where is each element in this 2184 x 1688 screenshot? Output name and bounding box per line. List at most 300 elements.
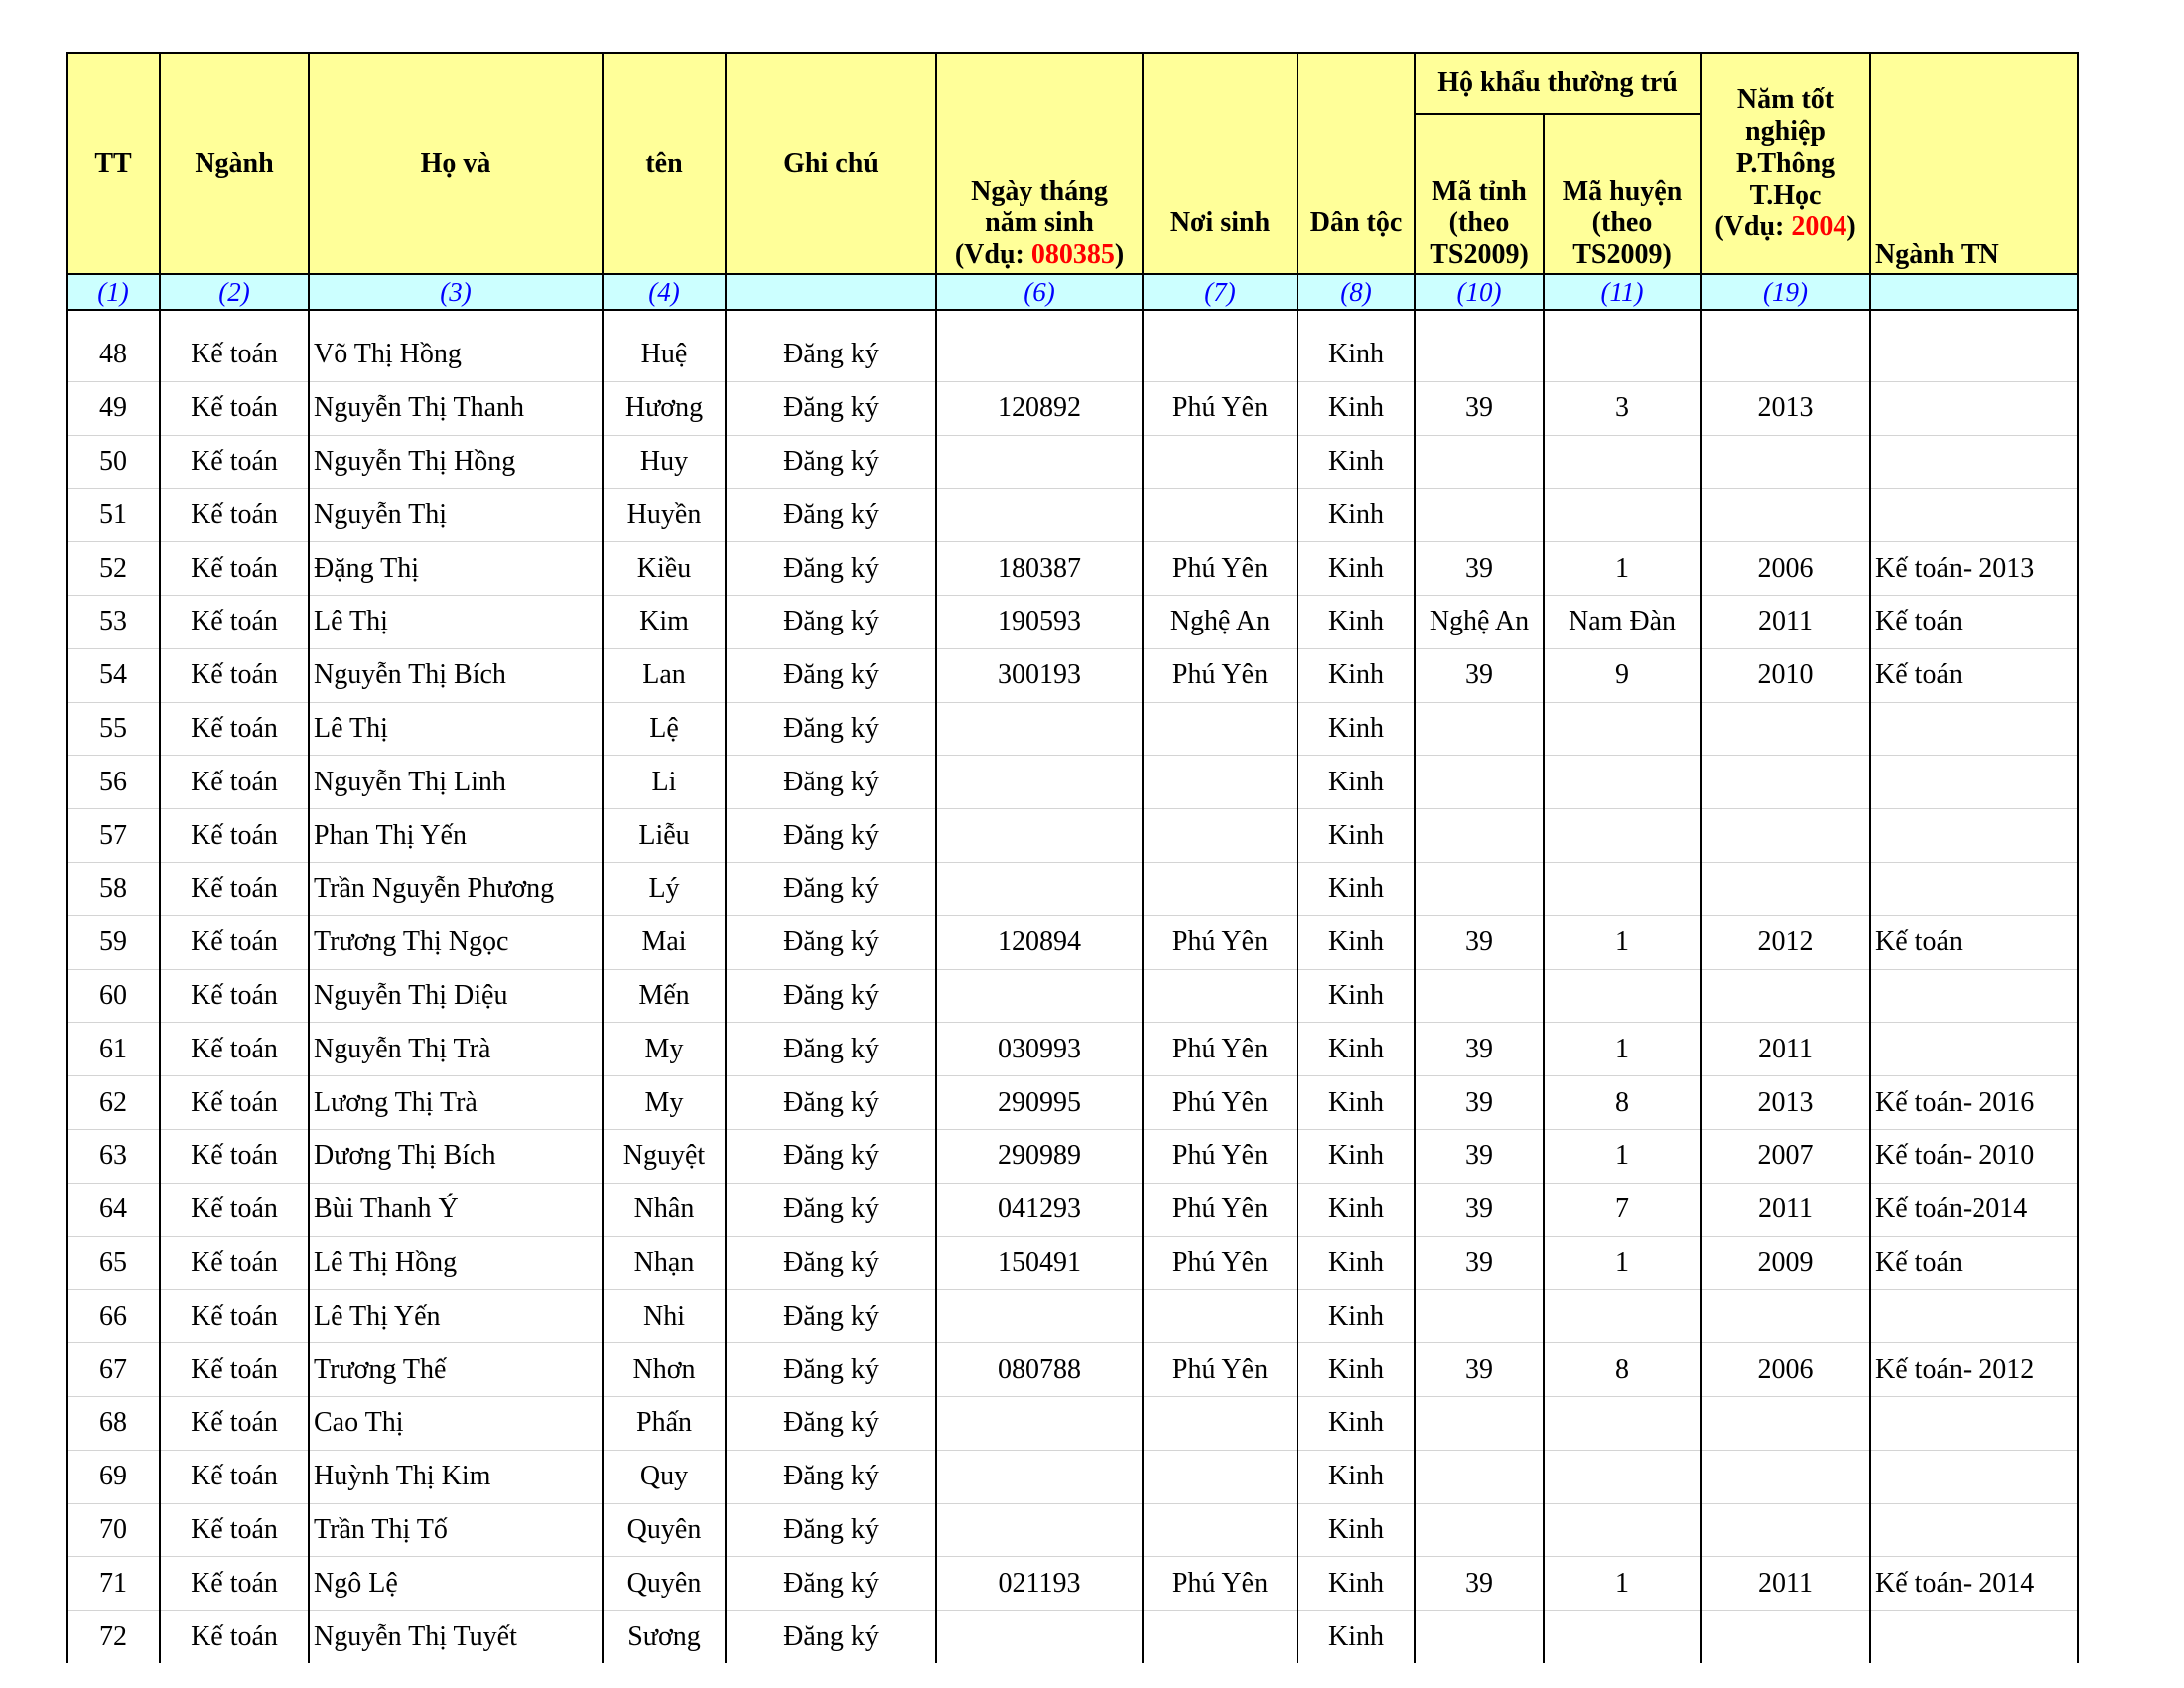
col-header-dan-toc[interactable]: Dân tộc — [1297, 53, 1415, 274]
cell-noi-sinh[interactable] — [1143, 1290, 1297, 1343]
cell-ghi-chu[interactable]: Đăng ký — [726, 1396, 936, 1450]
cell-dan-toc[interactable]: Kinh — [1297, 969, 1415, 1023]
cell-noi-sinh[interactable]: Phú Yên — [1143, 1236, 1297, 1290]
cell-nganh[interactable]: Kế toán — [160, 1236, 309, 1290]
cell-ma-tinh[interactable] — [1415, 435, 1544, 489]
cell-ghi-chu[interactable]: Đăng ký — [726, 648, 936, 702]
cell-dan-toc[interactable]: Kinh — [1297, 1396, 1415, 1450]
cell-nam-tot-nghiep[interactable]: 2009 — [1701, 1236, 1870, 1290]
cell-ghi-chu[interactable]: Đăng ký — [726, 1503, 936, 1557]
cell-ngay-sinh[interactable]: 190593 — [936, 595, 1143, 648]
cell-noi-sinh[interactable] — [1143, 702, 1297, 756]
cell-ngay-sinh[interactable]: 041293 — [936, 1183, 1143, 1236]
cell-ma-tinh[interactable] — [1415, 1290, 1544, 1343]
col-header-ghi-chu[interactable]: Ghi chú — [726, 53, 936, 274]
cell-ho-va[interactable]: Phan Thị Yến — [309, 809, 603, 863]
cell-ngay-sinh[interactable] — [936, 1450, 1143, 1503]
cell-ho-va[interactable]: Lê Thị — [309, 595, 603, 648]
cell-noi-sinh[interactable]: Phú Yên — [1143, 1557, 1297, 1611]
cell-ngay-sinh[interactable] — [936, 1396, 1143, 1450]
cell-ho-va[interactable]: Lê Thị Yến — [309, 1290, 603, 1343]
cell-ngay-sinh[interactable] — [936, 702, 1143, 756]
cell-ghi-chu[interactable]: Đăng ký — [726, 381, 936, 435]
cell-ten[interactable]: Huệ — [603, 310, 726, 381]
column-number-cell[interactable]: (3) — [309, 274, 603, 310]
cell-ngay-sinh[interactable]: 180387 — [936, 542, 1143, 596]
cell-tt[interactable]: 71 — [67, 1557, 160, 1611]
cell-tt[interactable]: 51 — [67, 489, 160, 542]
cell-ghi-chu[interactable]: Đăng ký — [726, 1236, 936, 1290]
cell-tt[interactable]: 62 — [67, 1076, 160, 1130]
column-number-cell[interactable]: (4) — [603, 274, 726, 310]
cell-ma-tinh[interactable]: 39 — [1415, 1236, 1544, 1290]
cell-ma-huyen[interactable]: 1 — [1544, 1129, 1701, 1183]
cell-noi-sinh[interactable] — [1143, 489, 1297, 542]
cell-ngay-sinh[interactable]: 080788 — [936, 1343, 1143, 1397]
cell-nganh[interactable]: Kế toán — [160, 809, 309, 863]
cell-ten[interactable]: Nhạn — [603, 1236, 726, 1290]
cell-ma-tinh[interactable]: 39 — [1415, 1129, 1544, 1183]
cell-ho-va[interactable]: Dương Thị Bích — [309, 1129, 603, 1183]
cell-ma-tinh[interactable] — [1415, 862, 1544, 915]
cell-ghi-chu[interactable]: Đăng ký — [726, 1611, 936, 1663]
cell-nam-tot-nghiep[interactable] — [1701, 702, 1870, 756]
cell-ghi-chu[interactable]: Đăng ký — [726, 809, 936, 863]
cell-tt[interactable]: 67 — [67, 1343, 160, 1397]
col-header-noi-sinh[interactable]: Nơi sinh — [1143, 53, 1297, 274]
cell-nganh[interactable]: Kế toán — [160, 1396, 309, 1450]
cell-ten[interactable]: My — [603, 1023, 726, 1076]
cell-nam-tot-nghiep[interactable] — [1701, 1450, 1870, 1503]
cell-tt[interactable]: 57 — [67, 809, 160, 863]
cell-dan-toc[interactable]: Kinh — [1297, 915, 1415, 969]
cell-ho-va[interactable]: Huỳnh Thị Kim — [309, 1450, 603, 1503]
cell-nganh[interactable]: Kế toán — [160, 1023, 309, 1076]
cell-nganh-tn[interactable]: Kế toán- 2012 — [1870, 1343, 2078, 1397]
cell-tt[interactable]: 53 — [67, 595, 160, 648]
cell-dan-toc[interactable]: Kinh — [1297, 310, 1415, 381]
cell-ngay-sinh[interactable]: 030993 — [936, 1023, 1143, 1076]
cell-ghi-chu[interactable]: Đăng ký — [726, 1129, 936, 1183]
cell-nam-tot-nghiep[interactable]: 2006 — [1701, 1343, 1870, 1397]
cell-dan-toc[interactable]: Kinh — [1297, 1450, 1415, 1503]
cell-nganh-tn[interactable] — [1870, 489, 2078, 542]
cell-ghi-chu[interactable]: Đăng ký — [726, 595, 936, 648]
cell-nganh[interactable]: Kế toán — [160, 1129, 309, 1183]
cell-ma-tinh[interactable]: 39 — [1415, 1557, 1544, 1611]
cell-tt[interactable]: 56 — [67, 756, 160, 809]
cell-ma-tinh[interactable] — [1415, 969, 1544, 1023]
cell-noi-sinh[interactable] — [1143, 435, 1297, 489]
cell-dan-toc[interactable]: Kinh — [1297, 1557, 1415, 1611]
cell-ghi-chu[interactable]: Đăng ký — [726, 1183, 936, 1236]
column-number-cell[interactable]: (10) — [1415, 274, 1544, 310]
cell-ngay-sinh[interactable] — [936, 756, 1143, 809]
cell-ghi-chu[interactable]: Đăng ký — [726, 310, 936, 381]
cell-nganh-tn[interactable] — [1870, 1290, 2078, 1343]
cell-noi-sinh[interactable] — [1143, 1450, 1297, 1503]
cell-ma-tinh[interactable] — [1415, 489, 1544, 542]
cell-ghi-chu[interactable]: Đăng ký — [726, 1450, 936, 1503]
cell-ngay-sinh[interactable]: 300193 — [936, 648, 1143, 702]
cell-dan-toc[interactable]: Kinh — [1297, 809, 1415, 863]
cell-noi-sinh[interactable]: Phú Yên — [1143, 1076, 1297, 1130]
col-header-ma-huyen[interactable] — [1544, 114, 1701, 274]
cell-nganh-tn[interactable] — [1870, 1503, 2078, 1557]
cell-ten[interactable]: Mến — [603, 969, 726, 1023]
cell-tt[interactable]: 70 — [67, 1503, 160, 1557]
col-header-ho-va[interactable]: Họ và — [309, 53, 603, 274]
cell-nganh-tn[interactable]: Kế toán- 2010 — [1870, 1129, 2078, 1183]
cell-noi-sinh[interactable] — [1143, 969, 1297, 1023]
cell-ghi-chu[interactable]: Đăng ký — [726, 969, 936, 1023]
col-header-tt[interactable]: TT — [67, 53, 160, 274]
cell-ho-va[interactable]: Trần Thị Tố — [309, 1503, 603, 1557]
cell-nganh[interactable]: Kế toán — [160, 1557, 309, 1611]
cell-ho-va[interactable]: Nguyễn Thị Trà — [309, 1023, 603, 1076]
col-header-nganh[interactable]: Ngành — [160, 53, 309, 274]
cell-ten[interactable]: Quyên — [603, 1557, 726, 1611]
col-header-nam-tot-nghiep[interactable] — [1701, 53, 1870, 274]
cell-ma-huyen[interactable] — [1544, 969, 1701, 1023]
cell-ghi-chu[interactable]: Đăng ký — [726, 1290, 936, 1343]
cell-nganh[interactable]: Kế toán — [160, 435, 309, 489]
cell-nganh[interactable]: Kế toán — [160, 702, 309, 756]
cell-ngay-sinh[interactable]: 120892 — [936, 381, 1143, 435]
cell-nganh-tn[interactable]: Kế toán- 2014 — [1870, 1557, 2078, 1611]
cell-nganh[interactable]: Kế toán — [160, 1450, 309, 1503]
col-header-ho-khau[interactable]: Hộ khẩu thường trú — [1415, 53, 1701, 114]
column-number-cell[interactable]: (2) — [160, 274, 309, 310]
column-number-cell[interactable]: (19) — [1701, 274, 1870, 310]
cell-nganh-tn[interactable] — [1870, 756, 2078, 809]
cell-dan-toc[interactable]: Kinh — [1297, 1023, 1415, 1076]
cell-ngay-sinh[interactable] — [936, 862, 1143, 915]
cell-ngay-sinh[interactable] — [936, 1611, 1143, 1663]
cell-nam-tot-nghiep[interactable]: 2012 — [1701, 915, 1870, 969]
cell-tt[interactable]: 55 — [67, 702, 160, 756]
column-number-cell[interactable]: (1) — [67, 274, 160, 310]
cell-ho-va[interactable]: Võ Thị Hồng — [309, 310, 603, 381]
cell-noi-sinh[interactable]: Phú Yên — [1143, 1183, 1297, 1236]
cell-nam-tot-nghiep[interactable] — [1701, 969, 1870, 1023]
cell-ten[interactable]: Nhơn — [603, 1343, 726, 1397]
cell-noi-sinh[interactable]: Phú Yên — [1143, 1343, 1297, 1397]
cell-dan-toc[interactable]: Kinh — [1297, 862, 1415, 915]
cell-ghi-chu[interactable]: Đăng ký — [726, 756, 936, 809]
cell-tt[interactable]: 63 — [67, 1129, 160, 1183]
cell-ma-huyen[interactable]: 1 — [1544, 1236, 1701, 1290]
cell-ten[interactable]: Nhân — [603, 1183, 726, 1236]
col-header-ngay-sinh[interactable] — [936, 53, 1143, 274]
cell-ma-tinh[interactable] — [1415, 1611, 1544, 1663]
cell-noi-sinh[interactable]: Phú Yên — [1143, 915, 1297, 969]
cell-tt[interactable]: 65 — [67, 1236, 160, 1290]
cell-ma-huyen[interactable] — [1544, 702, 1701, 756]
cell-ma-huyen[interactable]: 1 — [1544, 915, 1701, 969]
cell-ma-tinh[interactable] — [1415, 1450, 1544, 1503]
cell-dan-toc[interactable]: Kinh — [1297, 435, 1415, 489]
cell-tt[interactable]: 64 — [67, 1183, 160, 1236]
cell-ngay-sinh[interactable] — [936, 1290, 1143, 1343]
cell-nam-tot-nghiep[interactable]: 2006 — [1701, 542, 1870, 596]
cell-nam-tot-nghiep[interactable] — [1701, 1611, 1870, 1663]
cell-nganh[interactable]: Kế toán — [160, 1183, 309, 1236]
cell-dan-toc[interactable]: Kinh — [1297, 1129, 1415, 1183]
cell-ho-va[interactable]: Lương Thị Trà — [309, 1076, 603, 1130]
cell-ten[interactable]: Lệ — [603, 702, 726, 756]
cell-nganh[interactable]: Kế toán — [160, 1343, 309, 1397]
cell-ho-va[interactable]: Trương Thị Ngọc — [309, 915, 603, 969]
cell-ho-va[interactable]: Nguyễn Thị Linh — [309, 756, 603, 809]
cell-ghi-chu[interactable]: Đăng ký — [726, 489, 936, 542]
cell-tt[interactable]: 54 — [67, 648, 160, 702]
cell-ghi-chu[interactable]: Đăng ký — [726, 1076, 936, 1130]
cell-ngay-sinh[interactable]: 150491 — [936, 1236, 1143, 1290]
cell-ngay-sinh[interactable]: 021193 — [936, 1557, 1143, 1611]
cell-nam-tot-nghiep[interactable]: 2010 — [1701, 648, 1870, 702]
cell-ho-va[interactable]: Lê Thị — [309, 702, 603, 756]
cell-ma-huyen[interactable]: 8 — [1544, 1076, 1701, 1130]
cell-noi-sinh[interactable] — [1143, 756, 1297, 809]
column-number-cell[interactable] — [726, 274, 936, 310]
cell-ho-va[interactable]: Nguyễn Thị Hồng — [309, 435, 603, 489]
cell-ten[interactable]: Mai — [603, 915, 726, 969]
cell-ho-va[interactable]: Bùi Thanh Ý — [309, 1183, 603, 1236]
cell-nganh-tn[interactable] — [1870, 1611, 2078, 1663]
cell-ma-huyen[interactable] — [1544, 809, 1701, 863]
cell-nam-tot-nghiep[interactable] — [1701, 862, 1870, 915]
cell-nganh-tn[interactable]: Kế toán — [1870, 1236, 2078, 1290]
cell-noi-sinh[interactable]: Nghệ An — [1143, 595, 1297, 648]
cell-dan-toc[interactable]: Kinh — [1297, 1183, 1415, 1236]
cell-ngay-sinh[interactable]: 290995 — [936, 1076, 1143, 1130]
cell-noi-sinh[interactable] — [1143, 310, 1297, 381]
cell-tt[interactable]: 68 — [67, 1396, 160, 1450]
cell-ho-va[interactable]: Ngô Lệ — [309, 1557, 603, 1611]
cell-nam-tot-nghiep[interactable]: 2011 — [1701, 1557, 1870, 1611]
cell-ma-huyen[interactable]: 1 — [1544, 542, 1701, 596]
cell-tt[interactable]: 49 — [67, 381, 160, 435]
cell-dan-toc[interactable]: Kinh — [1297, 1343, 1415, 1397]
cell-nam-tot-nghiep[interactable]: 2013 — [1701, 1076, 1870, 1130]
cell-nam-tot-nghiep[interactable] — [1701, 809, 1870, 863]
cell-ma-huyen[interactable]: Nam Đàn — [1544, 595, 1701, 648]
cell-ma-tinh[interactable] — [1415, 809, 1544, 863]
cell-nam-tot-nghiep[interactable]: 2011 — [1701, 1183, 1870, 1236]
cell-ngay-sinh[interactable] — [936, 809, 1143, 863]
cell-nganh[interactable]: Kế toán — [160, 310, 309, 381]
cell-ma-tinh[interactable]: Nghệ An — [1415, 595, 1544, 648]
cell-nganh-tn[interactable]: Kế toán — [1870, 915, 2078, 969]
cell-noi-sinh[interactable]: Phú Yên — [1143, 1129, 1297, 1183]
cell-noi-sinh[interactable]: Phú Yên — [1143, 542, 1297, 596]
cell-nganh[interactable]: Kế toán — [160, 1503, 309, 1557]
cell-ten[interactable]: My — [603, 1076, 726, 1130]
cell-dan-toc[interactable]: Kinh — [1297, 381, 1415, 435]
cell-ngay-sinh[interactable]: 120894 — [936, 915, 1143, 969]
cell-nam-tot-nghiep[interactable] — [1701, 1503, 1870, 1557]
cell-ghi-chu[interactable]: Đăng ký — [726, 1343, 936, 1397]
cell-nam-tot-nghiep[interactable]: 2011 — [1701, 1023, 1870, 1076]
cell-ma-huyen[interactable] — [1544, 1611, 1701, 1663]
cell-ma-huyen[interactable]: 1 — [1544, 1557, 1701, 1611]
cell-ngay-sinh[interactable] — [936, 489, 1143, 542]
cell-nganh-tn[interactable] — [1870, 809, 2078, 863]
cell-noi-sinh[interactable]: Phú Yên — [1143, 648, 1297, 702]
cell-tt[interactable]: 69 — [67, 1450, 160, 1503]
cell-ho-va[interactable]: Nguyễn Thị Tuyết — [309, 1611, 603, 1663]
cell-nganh[interactable]: Kế toán — [160, 489, 309, 542]
cell-nganh[interactable]: Kế toán — [160, 381, 309, 435]
cell-nam-tot-nghiep[interactable] — [1701, 310, 1870, 381]
cell-ma-tinh[interactable]: 39 — [1415, 1343, 1544, 1397]
cell-nganh-tn[interactable] — [1870, 969, 2078, 1023]
col-header-ten[interactable]: tên — [603, 53, 726, 274]
column-number-cell[interactable]: (6) — [936, 274, 1143, 310]
cell-dan-toc[interactable]: Kinh — [1297, 542, 1415, 596]
cell-ten[interactable]: Li — [603, 756, 726, 809]
cell-nganh-tn[interactable] — [1870, 435, 2078, 489]
cell-dan-toc[interactable]: Kinh — [1297, 1076, 1415, 1130]
col-header-nganh-tn[interactable]: Ngành TN — [1870, 53, 2078, 274]
cell-ten[interactable]: Sương — [603, 1611, 726, 1663]
cell-ten[interactable]: Phấn — [603, 1396, 726, 1450]
cell-ma-tinh[interactable]: 39 — [1415, 915, 1544, 969]
cell-ma-huyen[interactable] — [1544, 1396, 1701, 1450]
cell-tt[interactable]: 58 — [67, 862, 160, 915]
cell-dan-toc[interactable]: Kinh — [1297, 489, 1415, 542]
cell-ma-tinh[interactable] — [1415, 1503, 1544, 1557]
cell-ten[interactable]: Hương — [603, 381, 726, 435]
cell-nganh[interactable]: Kế toán — [160, 915, 309, 969]
cell-ma-tinh[interactable]: 39 — [1415, 1023, 1544, 1076]
cell-ghi-chu[interactable]: Đăng ký — [726, 862, 936, 915]
cell-noi-sinh[interactable] — [1143, 862, 1297, 915]
cell-nganh-tn[interactable] — [1870, 862, 2078, 915]
cell-ma-huyen[interactable] — [1544, 489, 1701, 542]
cell-nganh[interactable]: Kế toán — [160, 969, 309, 1023]
cell-ho-va[interactable]: Trần Nguyễn Phương — [309, 862, 603, 915]
cell-ma-tinh[interactable] — [1415, 756, 1544, 809]
cell-ten[interactable]: Quy — [603, 1450, 726, 1503]
column-number-cell[interactable]: (7) — [1143, 274, 1297, 310]
cell-ghi-chu[interactable]: Đăng ký — [726, 1557, 936, 1611]
cell-ngay-sinh[interactable] — [936, 1503, 1143, 1557]
cell-nganh[interactable]: Kế toán — [160, 648, 309, 702]
cell-dan-toc[interactable]: Kinh — [1297, 756, 1415, 809]
cell-ghi-chu[interactable]: Đăng ký — [726, 542, 936, 596]
cell-nganh-tn[interactable]: Kế toán — [1870, 595, 2078, 648]
cell-nganh-tn[interactable]: Kế toán- 2016 — [1870, 1076, 2078, 1130]
cell-dan-toc[interactable]: Kinh — [1297, 1503, 1415, 1557]
cell-nam-tot-nghiep[interactable] — [1701, 1396, 1870, 1450]
cell-noi-sinh[interactable]: Phú Yên — [1143, 1023, 1297, 1076]
cell-ho-va[interactable]: Trương Thế — [309, 1343, 603, 1397]
cell-tt[interactable]: 60 — [67, 969, 160, 1023]
cell-tt[interactable]: 48 — [67, 310, 160, 381]
column-number-cell[interactable]: (11) — [1544, 274, 1701, 310]
cell-ma-huyen[interactable]: 9 — [1544, 648, 1701, 702]
cell-noi-sinh[interactable] — [1143, 1611, 1297, 1663]
cell-nganh[interactable]: Kế toán — [160, 1611, 309, 1663]
cell-noi-sinh[interactable] — [1143, 1396, 1297, 1450]
cell-ma-huyen[interactable] — [1544, 435, 1701, 489]
cell-ma-tinh[interactable]: 39 — [1415, 381, 1544, 435]
cell-ma-huyen[interactable] — [1544, 310, 1701, 381]
cell-ho-va[interactable]: Nguyễn Thị Diệu — [309, 969, 603, 1023]
cell-nam-tot-nghiep[interactable]: 2011 — [1701, 595, 1870, 648]
cell-ma-tinh[interactable]: 39 — [1415, 648, 1544, 702]
cell-nganh-tn[interactable] — [1870, 1450, 2078, 1503]
cell-noi-sinh[interactable] — [1143, 1503, 1297, 1557]
cell-ma-huyen[interactable] — [1544, 1450, 1701, 1503]
cell-nganh[interactable]: Kế toán — [160, 756, 309, 809]
cell-nganh-tn[interactable] — [1870, 1396, 2078, 1450]
cell-nganh-tn[interactable]: Kế toán — [1870, 648, 2078, 702]
col-header-ma-tinh[interactable] — [1415, 114, 1544, 274]
cell-nganh-tn[interactable]: Kế toán- 2013 — [1870, 542, 2078, 596]
cell-ghi-chu[interactable]: Đăng ký — [726, 915, 936, 969]
cell-ma-tinh[interactable] — [1415, 310, 1544, 381]
cell-ma-huyen[interactable] — [1544, 1290, 1701, 1343]
cell-nganh-tn[interactable] — [1870, 1023, 2078, 1076]
cell-ma-huyen[interactable] — [1544, 862, 1701, 915]
cell-ma-huyen[interactable] — [1544, 756, 1701, 809]
cell-nganh-tn[interactable] — [1870, 702, 2078, 756]
cell-dan-toc[interactable]: Kinh — [1297, 1611, 1415, 1663]
cell-ma-huyen[interactable]: 1 — [1544, 1023, 1701, 1076]
cell-ma-huyen[interactable]: 7 — [1544, 1183, 1701, 1236]
cell-ten[interactable]: Nhi — [603, 1290, 726, 1343]
cell-noi-sinh[interactable] — [1143, 809, 1297, 863]
column-number-cell[interactable] — [1870, 274, 2078, 310]
cell-dan-toc[interactable]: Kinh — [1297, 648, 1415, 702]
cell-ho-va[interactable]: Đặng Thị — [309, 542, 603, 596]
cell-nganh[interactable]: Kế toán — [160, 542, 309, 596]
cell-nam-tot-nghiep[interactable] — [1701, 489, 1870, 542]
cell-ho-va[interactable]: Cao Thị — [309, 1396, 603, 1450]
cell-nam-tot-nghiep[interactable] — [1701, 1290, 1870, 1343]
cell-dan-toc[interactable]: Kinh — [1297, 702, 1415, 756]
cell-nam-tot-nghiep[interactable]: 2013 — [1701, 381, 1870, 435]
cell-ngay-sinh[interactable] — [936, 310, 1143, 381]
cell-ten[interactable]: Kim — [603, 595, 726, 648]
cell-nam-tot-nghiep[interactable]: 2007 — [1701, 1129, 1870, 1183]
cell-nam-tot-nghiep[interactable] — [1701, 756, 1870, 809]
cell-nganh-tn[interactable] — [1870, 381, 2078, 435]
cell-ten[interactable]: Huy — [603, 435, 726, 489]
cell-ho-va[interactable]: Nguyễn Thị — [309, 489, 603, 542]
cell-ghi-chu[interactable]: Đăng ký — [726, 702, 936, 756]
cell-ma-tinh[interactable]: 39 — [1415, 1183, 1544, 1236]
cell-tt[interactable]: 50 — [67, 435, 160, 489]
cell-tt[interactable]: 66 — [67, 1290, 160, 1343]
cell-dan-toc[interactable]: Kinh — [1297, 1236, 1415, 1290]
cell-tt[interactable]: 52 — [67, 542, 160, 596]
cell-ho-va[interactable]: Lê Thị Hồng — [309, 1236, 603, 1290]
cell-ngay-sinh[interactable]: 290989 — [936, 1129, 1143, 1183]
cell-dan-toc[interactable]: Kinh — [1297, 595, 1415, 648]
column-number-cell[interactable]: (8) — [1297, 274, 1415, 310]
cell-ten[interactable]: Huyền — [603, 489, 726, 542]
cell-ngay-sinh[interactable] — [936, 969, 1143, 1023]
cell-ngay-sinh[interactable] — [936, 435, 1143, 489]
cell-ten[interactable]: Quyên — [603, 1503, 726, 1557]
cell-ma-huyen[interactable] — [1544, 1503, 1701, 1557]
cell-ten[interactable]: Lan — [603, 648, 726, 702]
cell-nganh[interactable]: Kế toán — [160, 1290, 309, 1343]
